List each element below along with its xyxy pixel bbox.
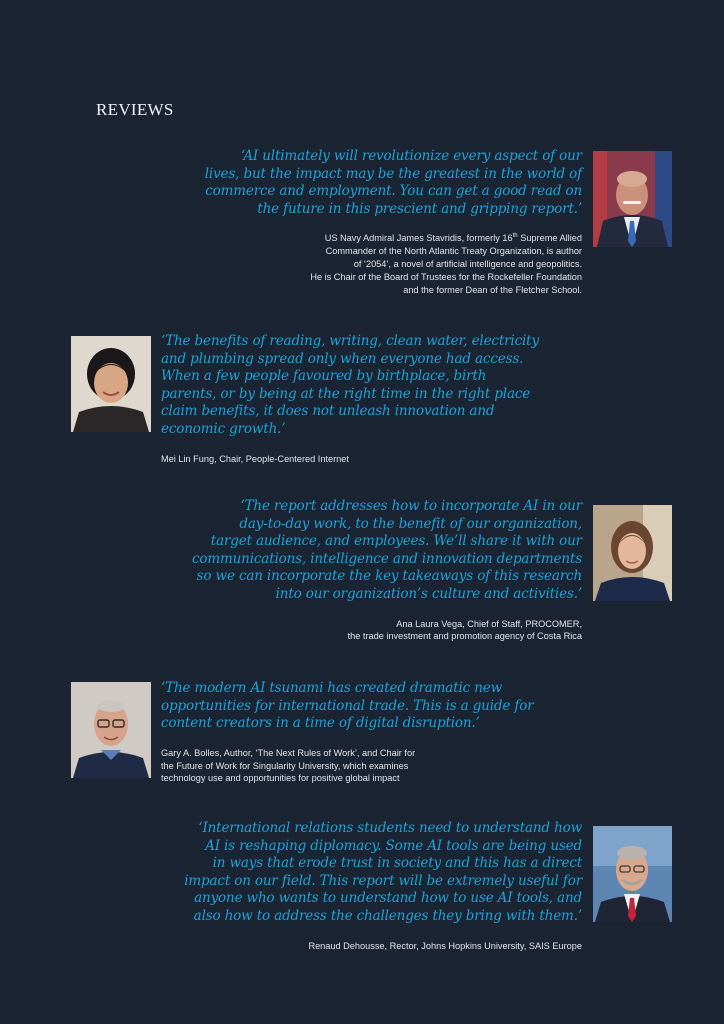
review-attribution	[161, 453, 561, 466]
attribution-line: technology use and opportunities for positive global impact	[161, 773, 400, 784]
quote-line: opportunities for international trade. This is a guide for	[161, 697, 534, 714]
quote-line: ‘The modern AI tsunami has created dramatic new	[161, 680, 502, 696]
quote-line: also how to address the challenges they bring with them.’	[193, 907, 582, 924]
quote-line: impact on our field. This report will be extremely useful for	[184, 872, 582, 889]
attribution-line: Mei Lin Fung, Chair, People-Centered Internet	[161, 453, 349, 464]
quote-line: day-to-day work, to the benefit of our organization,	[239, 515, 582, 532]
attribution-line: He is Chair of the Board of Trustees for the Rockefeller Foundation	[310, 271, 582, 282]
attribution-line: Gary A. Bolles, Author, ‘The Next Rules of Work’, and Chair for	[161, 747, 416, 758]
review-quote	[162, 498, 582, 604]
attribution-line: of ‘2054’, a novel of artificial intelligence and geopolitics.	[353, 258, 582, 269]
review-attribution	[161, 747, 561, 785]
quote-line: claim benefits, it does not unleash innovation and	[161, 403, 495, 420]
review-stavridis	[162, 148, 582, 296]
attribution-line: US Navy Admiral James Stavridis, formerly 16th Supreme Allied	[324, 233, 582, 244]
attribution-line: and the former Dean of the Fletcher School.	[403, 284, 582, 295]
portrait-vega	[593, 505, 672, 601]
quote-line: When a few people favoured by birthplace, birth	[161, 368, 487, 385]
review-quote	[162, 148, 582, 218]
review-quote	[162, 820, 582, 926]
quote-line: in ways that erode trust in society and this has a direct	[212, 855, 582, 872]
attribution-line: the trade investment and promotion agency of Costa Rica	[347, 631, 582, 642]
review-attribution	[162, 232, 582, 296]
quote-line: communications, intelligence and innovation departments	[191, 550, 582, 567]
quote-line: the future in this prescient and gripping report.’	[257, 200, 582, 217]
quote-line: ‘The benefits of reading, writing, clean water, electricity	[161, 333, 539, 349]
quote-line: anyone who wants to understand how to use AI tools, and	[194, 890, 582, 907]
quote-line: content creators in a time of digital disruption.’	[161, 715, 480, 732]
quote-line: lives, but the impact may be the greatest in the world of	[204, 165, 582, 182]
review-quote	[161, 333, 561, 439]
quote-line: economic growth.’	[161, 420, 286, 437]
quote-line: and plumbing spread only when everyone had access.	[161, 350, 524, 367]
quote-line: ‘AI ultimately will revolutionize every aspect of our	[240, 148, 582, 164]
portrait-dehousse	[593, 826, 672, 922]
quote-line: into our organization’s culture and activities.’	[275, 585, 582, 602]
review-dehousse	[162, 820, 582, 952]
portrait-fung	[71, 336, 151, 432]
quote-line: ‘International relations students need to understand how	[198, 820, 582, 836]
review-attribution	[162, 618, 582, 644]
quote-line: ‘The report addresses how to incorporate AI in our	[240, 498, 582, 514]
attribution-line: Renaud Dehousse, Rector, Johns Hopkins University, SAIS Europe	[308, 940, 582, 951]
attribution-line: Ana Laura Vega, Chief of Staff, PROCOMER,	[396, 618, 582, 629]
review-fung	[161, 333, 561, 465]
attribution-line: the Future of Work for Singularity University, which examines	[161, 760, 409, 771]
quote-line: AI is reshaping diplomacy. Some AI tools are being used	[205, 837, 582, 854]
portrait-bolles	[71, 682, 151, 778]
review-bolles	[161, 680, 561, 785]
review-vega	[162, 498, 582, 643]
review-quote	[161, 680, 561, 733]
attribution-line: Commander of the North Atlantic Treaty Organization, is author	[325, 246, 582, 257]
portrait-stavridis	[593, 151, 672, 247]
quote-line: target audience, and employees. We’ll share it with our	[210, 533, 582, 550]
quote-line: commerce and employment. You can get a good read on	[205, 183, 582, 200]
quote-line: parents, or by being at the right time in the right place	[161, 385, 531, 402]
quote-line: so we can incorporate the key takeaways of this research	[196, 568, 582, 585]
page-heading: REVIEWS	[96, 100, 174, 119]
review-attribution	[162, 940, 582, 953]
